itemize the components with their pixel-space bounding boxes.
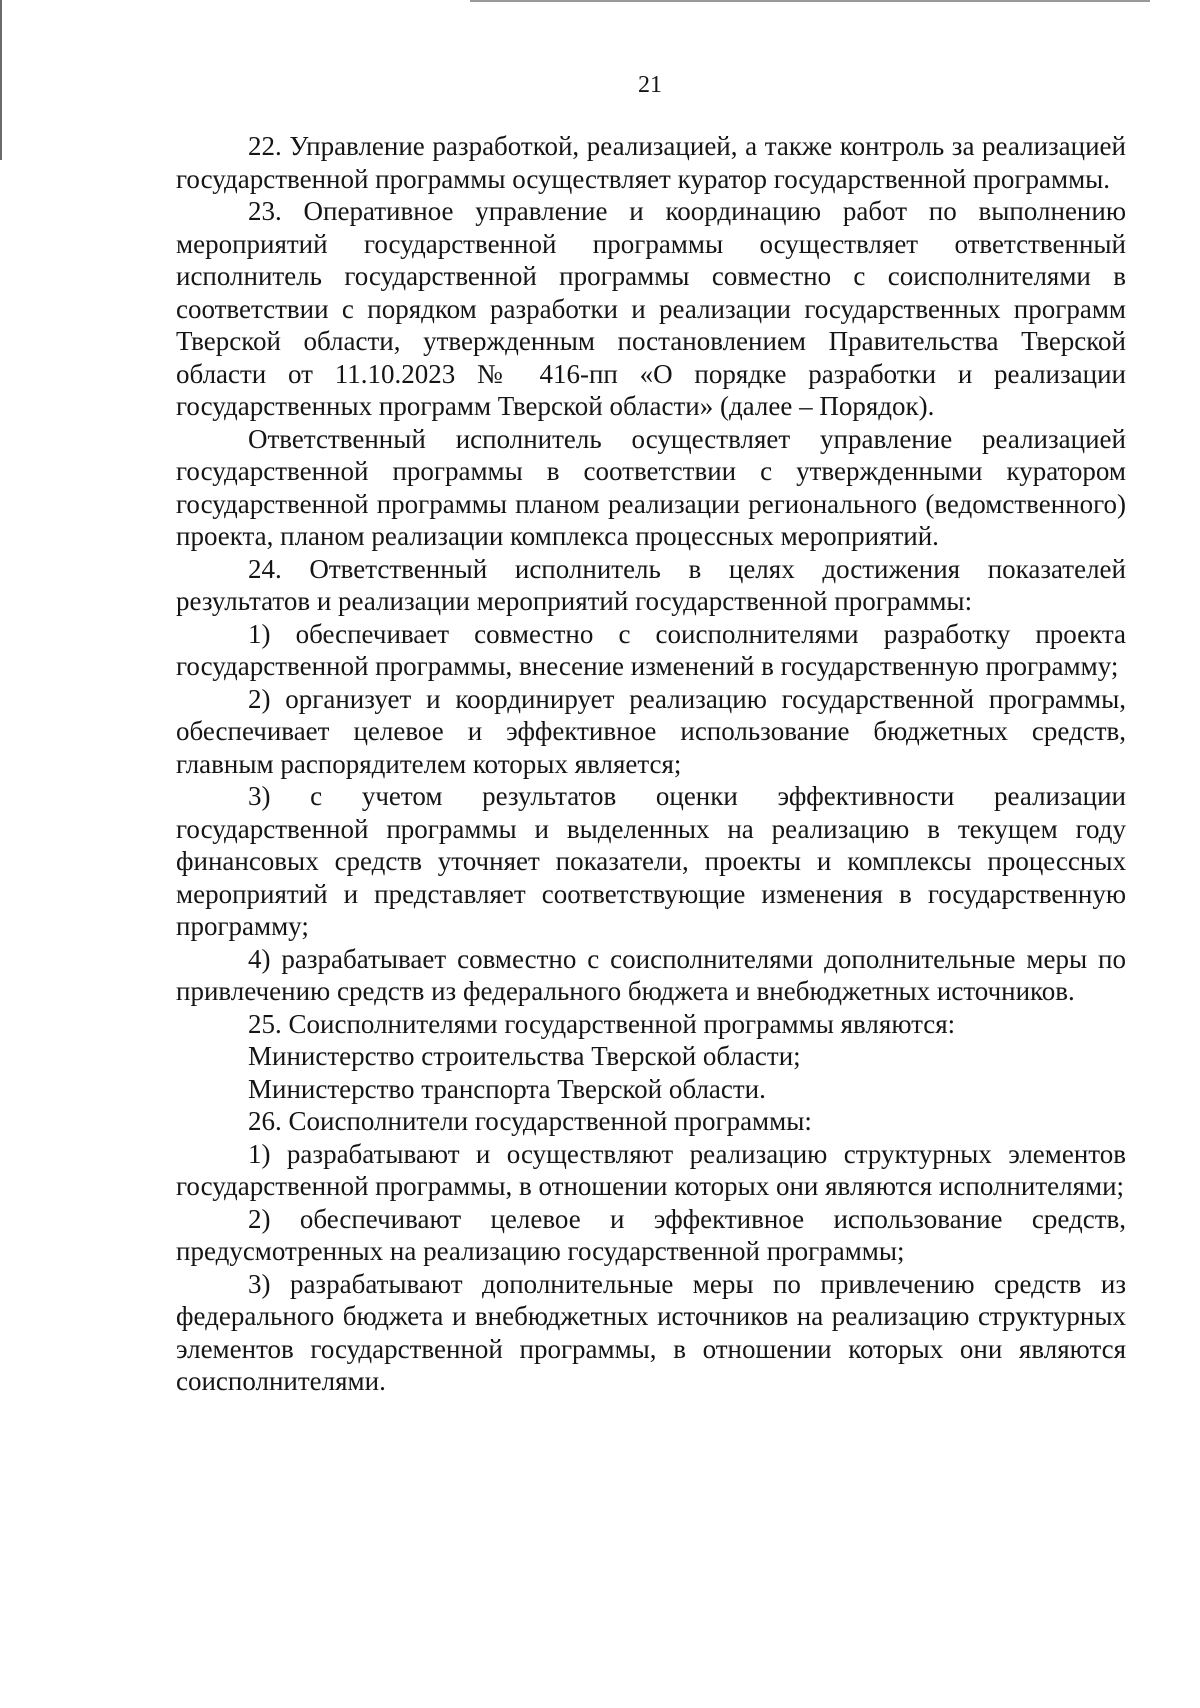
page-number: 21 — [638, 72, 662, 98]
paragraph-25: 25. Соисполнителями государственной программы являются: — [248, 1008, 956, 1039]
paragraph-responsible-executor: Ответственный исполнитель осуществляет управление реализацией государственной программы в соответствии с утвержденными куратором государственной программы планом реализации регионального (ведомственного) проекта, планом реализации комплекса процессных мероприятий. — [176, 423, 1126, 551]
scan-edge-top — [470, 0, 1150, 2]
paragraph-26-item-1: 1) разрабатывают и осуществляют реализацию структурных элементов государственной программы, в отношении которых они являются исполнителями; — [176, 1138, 1126, 1201]
paragraph-24: 24. Ответственный исполнитель в целях достижения показателей результатов и реализации мероприятий государственной программы: — [176, 553, 1126, 616]
co-executor-ministry-transport: Министерство транспорта Тверской области. — [248, 1073, 766, 1104]
paragraph-26-item-2: 2) обеспечивают целевое и эффективное использование средств, предусмотренных на реализацию государственной программы; — [176, 1203, 1126, 1266]
paragraph-24-item-3: 3) с учетом результатов оценки эффективности реализации государственной программы и выделенных на реализацию в текущем году финансовых средств уточняет показатели, проекты и комплексы процессных мероприятий и представляет соответствующие изменения в государственную программу; — [176, 781, 1126, 941]
paragraph-24-item-2: 2) организует и координирует реализацию государственной программы, обеспечивает целевое и эффективное использование бюджетных средств, главным распорядителем которых является; — [176, 683, 1126, 779]
paragraph-26-item-3: 3) разрабатывают дополнительные меры по привлечению средств из федерального бюджета и внебюджетных источников на реализацию структурных элементов государственной программы, в отношении которых они являются соисполнителями. — [176, 1268, 1126, 1396]
paragraph-26: 26. Соисполнители государственной программы: — [248, 1106, 812, 1136]
paragraph-23: 23. Оперативное управление и координацию работ по выполнению мероприятий государственной программы осуществляет ответственный исполнитель государственной программы совместно с соисполнителями в соответствии с порядком разработки и реализации государственных программ Тверской области, утвержденным постановлением Правительства Тверской области от 11.10.2023 № 416-пп «О порядке разработки и реализации государственных программ Тверской области» (далее – Порядок). — [176, 196, 1126, 421]
document-body — [176, 130, 1126, 1398]
paragraph-22: 22. Управление разработкой, реализацией, а также контроль за реализацией государственной программы осуществляет куратор государственной программы. — [176, 131, 1126, 194]
co-executor-ministry-construction: Министерство строительства Тверской области; — [248, 1041, 801, 1071]
paragraph-24-item-1: 1) обеспечивает совместно с соисполнителями разработку проекта государственной программы, внесение изменений в государственную программу; — [176, 618, 1126, 681]
paragraph-24-item-4: 4) разрабатывает совместно с соисполнителями дополнительные меры по привлечению средств из федерального бюджета и внебюджетных источников. — [176, 943, 1126, 1006]
